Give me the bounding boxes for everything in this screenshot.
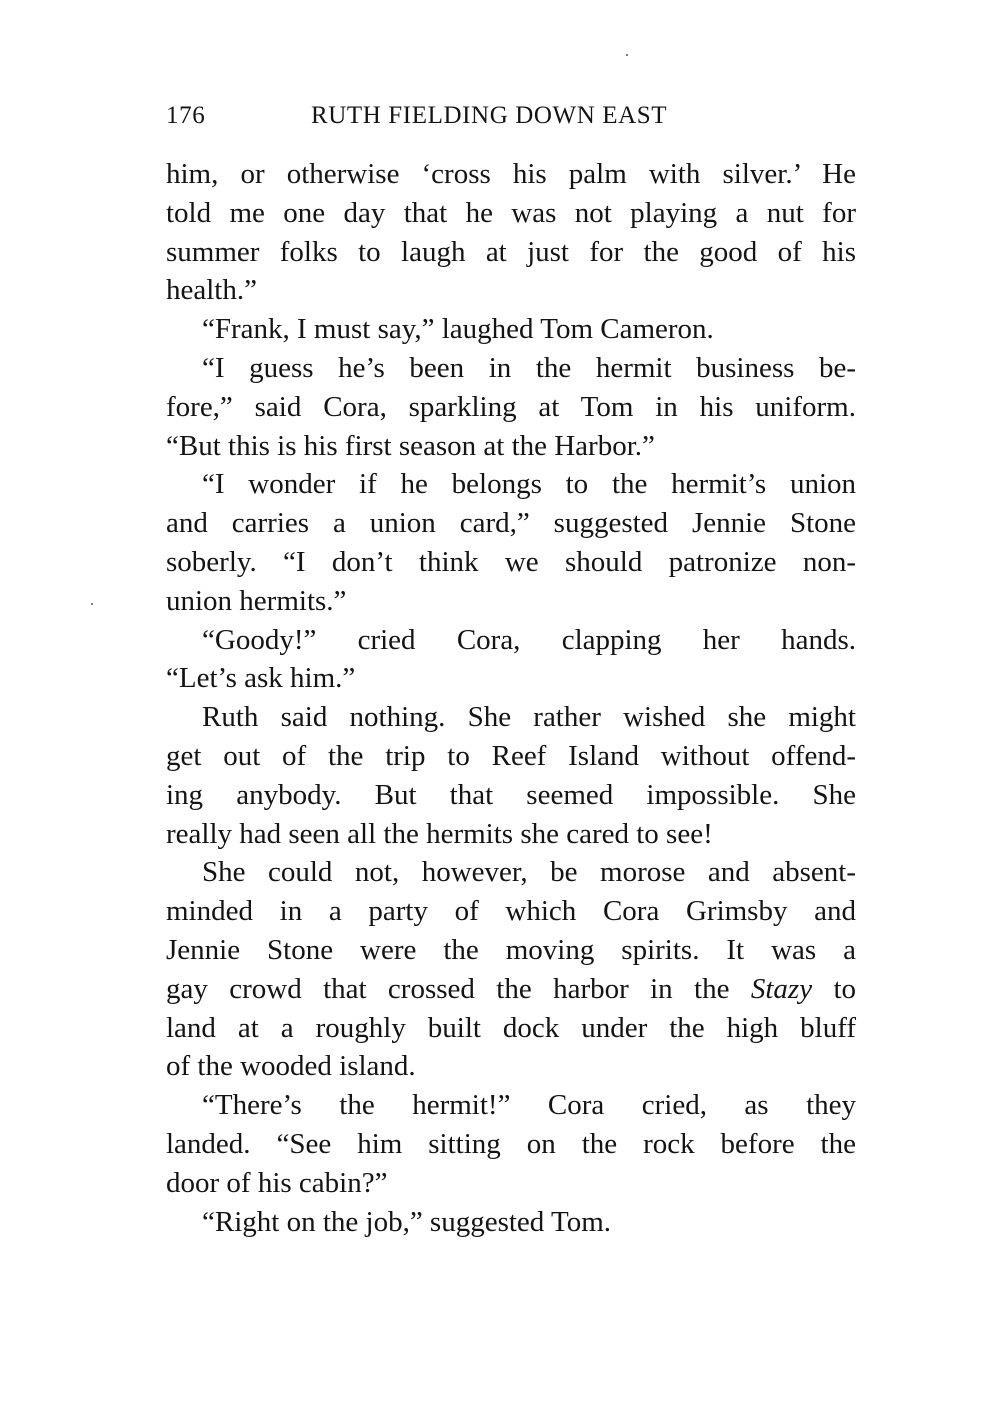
- text-line: door of his cabin?”: [166, 1166, 388, 1199]
- paragraph-2: [166, 310, 856, 349]
- running-head: [166, 102, 866, 136]
- paragraph-1: [166, 155, 856, 310]
- paragraph-3: [166, 349, 856, 465]
- paragraph-6: [166, 698, 856, 853]
- text-line-with-italic: [166, 970, 856, 1009]
- paragraph-8: [166, 1086, 856, 1202]
- paragraph-4: [166, 465, 856, 620]
- text-line: him, or otherwise ‘cross his palm with silver.’ He: [166, 158, 856, 190]
- text-line: “I wonder if he belongs to the hermit’s union: [202, 468, 856, 501]
- text-line: “There’s the hermit!” Cora cried, as they: [202, 1089, 856, 1122]
- text-line: really had seen all the hermits she cared to see!: [166, 817, 713, 850]
- text-line: told me one day that he was not playing a nut for: [166, 196, 856, 229]
- paragraph-9: [166, 1203, 856, 1242]
- text-line: minded in a party of which Cora Grimsby and: [166, 895, 856, 928]
- text-line: “Frank, I must say,” laughed Tom Cameron.: [202, 313, 714, 346]
- text-line: land at a roughly built dock under the high bluff: [166, 1011, 856, 1044]
- text-line: health.”: [166, 274, 257, 307]
- text-line: “Right on the job,” suggested Tom.: [202, 1205, 612, 1238]
- paragraph-7: [166, 853, 856, 1086]
- scan-speck: [91, 603, 93, 605]
- paragraph-5: [166, 621, 856, 699]
- text-segment: to: [812, 972, 857, 1005]
- text-line: “I guess he’s been in the hermit business be-: [202, 351, 856, 384]
- text-line: ing anybody. But that seemed impossible. She: [166, 778, 856, 811]
- text-line: “Let’s ask him.”: [166, 662, 356, 695]
- running-title: RUTH FIELDING DOWN EAST: [311, 102, 668, 129]
- text-line: She could not, however, be morose and absent-: [202, 856, 856, 889]
- text-line: “But this is his first season at the Harbor.”: [166, 429, 655, 462]
- text-line: and carries a union card,” suggested Jennie Stone: [166, 507, 856, 540]
- text-line: Jennie Stone were the moving spirits. It was a: [166, 933, 856, 966]
- text-line: landed. “See him sitting on the rock before the: [166, 1127, 856, 1160]
- text-line: summer folks to laugh at just for the good of his: [166, 235, 856, 268]
- text-line: “Goody!” cried Cora, clapping her hands.: [202, 623, 856, 656]
- text-line: fore,” said Cora, sparkling at Tom in his uniform.: [166, 390, 856, 423]
- page-number: 176: [166, 102, 206, 129]
- text-line: soberly. “I don’t think we should patronize non-: [166, 545, 856, 578]
- body-text: [166, 155, 856, 1241]
- text-segment: gay crowd that crossed the harbor in the: [166, 972, 751, 1005]
- boat-name: Stazy: [750, 972, 813, 1005]
- text-line: Ruth said nothing. She rather wished she might: [202, 701, 856, 734]
- text-line: get out of the trip to Reef Island without offend-: [166, 739, 856, 772]
- text-line: union hermits.”: [166, 584, 347, 617]
- scan-speck: [626, 54, 628, 56]
- text-line: of the wooded island.: [166, 1050, 416, 1083]
